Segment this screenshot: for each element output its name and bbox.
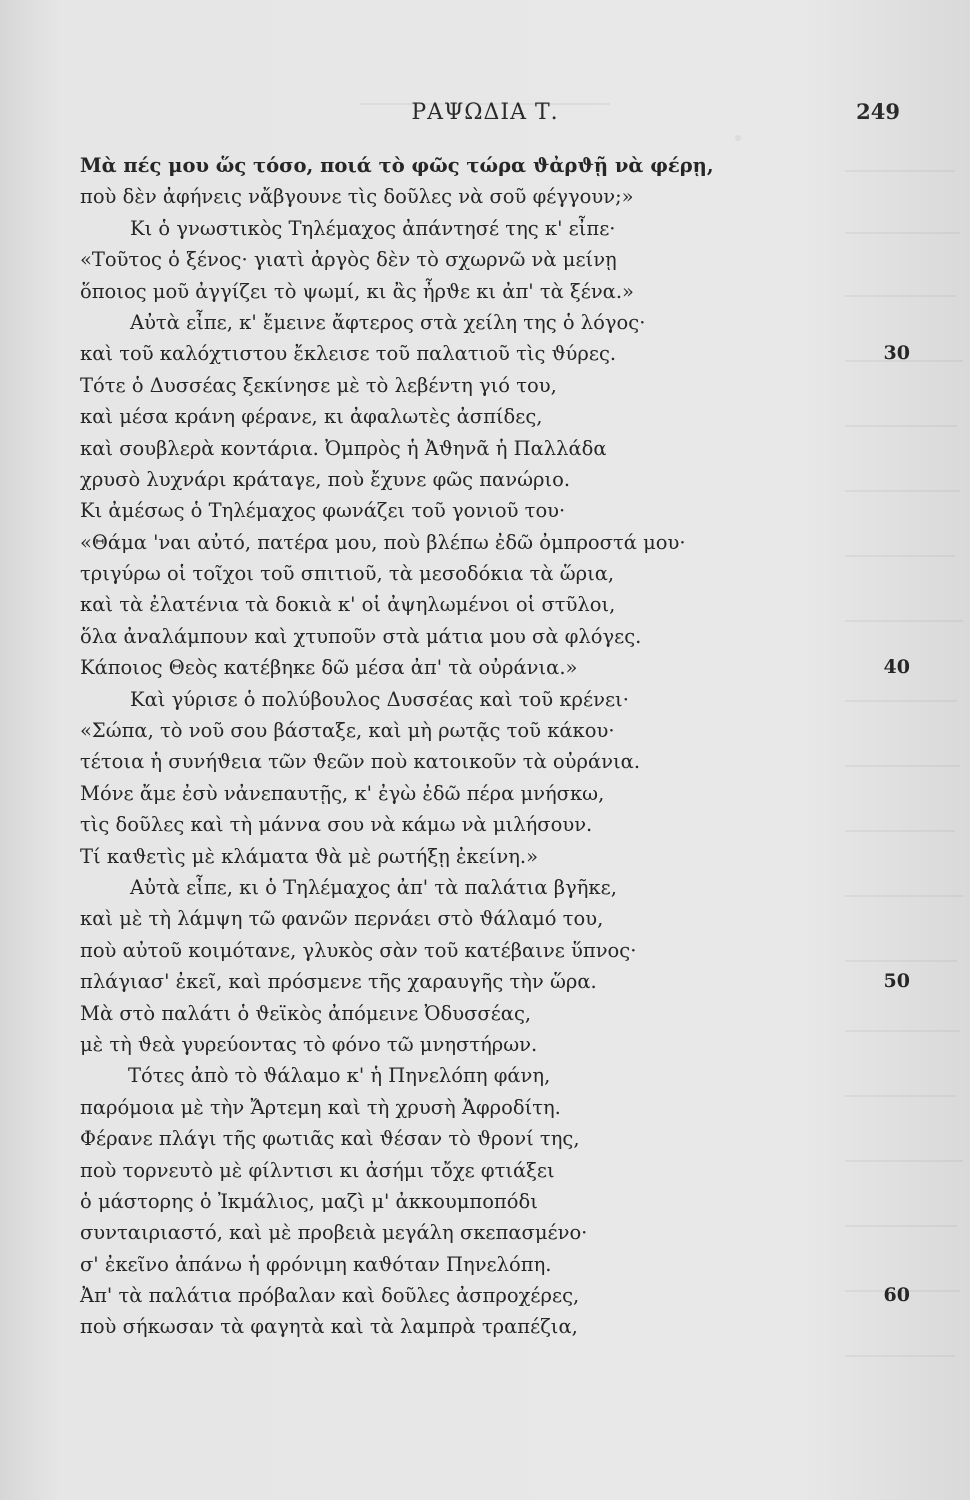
- verse-line-text: Τί καϑετὶς μὲ κλάματα ϑὰ μὲ ρωτήξῃ ἐκείνη.»: [80, 844, 539, 868]
- verse-line-text: ποὺ τορνευτὸ μὲ φίλντισι κι ἀσήμι τὄχε φτιάξει: [80, 1158, 555, 1182]
- verse-line: [80, 307, 910, 338]
- verse-line-text: ποὺ αὐτοῦ κοιμότανε, γλυκὸς σὰν τοῦ κατέβαινε ὕπνος·: [80, 938, 637, 962]
- verse-line: [80, 1280, 910, 1311]
- verse-line-text: Αὐτὰ εἶπε, κ' ἔμεινε ἄφτερος στὰ χείλη της ὁ λόγος·: [130, 310, 646, 334]
- verse-line: [80, 715, 910, 746]
- verse-line-text: Τότες ἀπὸ τὸ ϑάλαμο κ' ἡ Πηνελόπη φάνη,: [128, 1064, 551, 1088]
- verse-line-text: καὶ τοῦ καλόχτιστου ἔκλεισε τοῦ παλατιοῦ τὶς ϑύρες.: [80, 342, 617, 366]
- verse-line-text: σ' ἐκεῖνο ἀπάνω ἡ φρόνιμη καϑόταν Πηνελόπη.: [80, 1252, 552, 1276]
- verse-line-text: «Θάμα 'ναι αὐτό, πατέρα μου, ποὺ βλέπω ἐδῶ ὀμπροστά μου·: [80, 530, 686, 554]
- running-title: ΡΑΨΩΔΙΑ Τ.: [411, 100, 559, 125]
- verse-line: [80, 1060, 910, 1091]
- verse-line: [80, 1186, 910, 1217]
- verse-line: [80, 464, 910, 495]
- verse-line: [80, 1029, 910, 1060]
- verse-line: [80, 1123, 910, 1154]
- line-number: 50: [883, 970, 910, 993]
- verse-line: [80, 244, 910, 275]
- verse-line: [80, 495, 910, 526]
- verse-line-text: καὶ σουβλερὰ κοντάρια. Ὀμπρὸς ἡ Ἀϑηνᾶ ἡ Παλλάδα: [80, 436, 607, 460]
- verse-line-text: Κι ἀμέσως ὁ Τηλέμαχος φωνάζει τοῦ γονιοῦ του·: [80, 499, 566, 523]
- verse-line: [80, 966, 910, 997]
- verse-line: [80, 872, 910, 903]
- verse-line-text: Ἀπ' τὰ παλάτια πρόβαλαν καὶ δοῦλες ἀσπροχέρες,: [80, 1284, 580, 1308]
- verse-line-text: τριγύρω οἱ τοῖχοι τοῦ σπιτιοῦ, τὰ μεσοδόκια τὰ ὥρια,: [80, 562, 615, 586]
- verse-line-text: Κι ὁ γνωστικὸς Τηλέμαχος ἀπάντησέ της κ' εἶπε·: [130, 216, 616, 240]
- verse-line-text: καὶ τὰ ἐλατένια τὰ δοκιὰ κ' οἱ ἀψηλωμένοι οἱ στῦλοι,: [80, 593, 616, 617]
- verse-line: [80, 1092, 910, 1123]
- verse-line-text: τὶς δοῦλες καὶ τὴ μάννα σου νὰ κάμω νὰ μιλήσουν.: [80, 813, 593, 837]
- verse-line: [80, 213, 910, 244]
- verse-line-text: ὅποιος μοῦ ἀγγίζει τὸ ψωμί, κι ἂς ἦρϑε κι ἀπ' τὰ ξένα.»: [80, 279, 634, 303]
- verse-line-text: παρόμοια μὲ τὴν Ἄρτεμη καὶ τὴ χρυσὴ Ἀφροδίτη.: [80, 1095, 561, 1119]
- verse-line: [80, 558, 910, 589]
- verse-line: [80, 433, 910, 464]
- verse-line-text: καὶ μὲ τὴ λάμψη τῶ φανῶν περνάει στὸ ϑάλαμό του,: [80, 907, 604, 931]
- verse-line-text: καὶ μέσα κράνη φέρανε, κι ἀφαλωτὲς ἀσπίδες,: [80, 405, 543, 429]
- verse-line: [80, 401, 910, 432]
- verse-line: [80, 809, 910, 840]
- verse-line-text: Καὶ γύρισε ὁ πολύβουλος Δυσσέας καὶ τοῦ κρένει·: [130, 687, 629, 711]
- verse-line: [80, 1311, 910, 1342]
- verse-line: [80, 589, 910, 620]
- verse-line: [80, 652, 910, 683]
- verse-line-text: πλάγιασ' ἐκεῖ, καὶ πρόσμενε τῆς χαραυγῆς τὴν ὥρα.: [80, 970, 597, 994]
- verse-line: [80, 621, 910, 652]
- verse-line: [80, 150, 910, 181]
- verse-line: [80, 841, 910, 872]
- verse-line-text: Τότε ὁ Δυσσέας ξεκίνησε μὲ τὸ λεβέντη γιό του,: [80, 373, 557, 397]
- verse-line-text: Κάποιος Θεὸς κατέβηκε δῶ μέσα ἀπ' τὰ οὐράνια.»: [80, 656, 578, 680]
- verse-line: [80, 746, 910, 777]
- verse-line: [80, 338, 910, 369]
- verse-line: [80, 1155, 910, 1186]
- verse-line-text: τέτοια ἡ συνήϑεια τῶν ϑεῶν ποὺ κατοικοῦν τὰ οὐράνια.: [80, 750, 641, 774]
- verse-line: [80, 276, 910, 307]
- verse-line-text: χρυσὸ λυχνάρι κράταγε, ποὺ ἔχυνε φῶς πανώριο.: [80, 467, 571, 491]
- verse-line: [80, 998, 910, 1029]
- verse-line-text: Μὰ στὸ παλάτι ὁ ϑεϊκὸς ἀπόμεινε Ὀδυσσέας,: [80, 1001, 532, 1025]
- line-number: 60: [883, 1284, 910, 1307]
- verse-line-text: «Σώπα, τὸ νοῦ σου βάσταξε, καὶ μὴ ρωτᾷς τοῦ κάκου·: [80, 719, 615, 743]
- verse-line: [80, 778, 910, 809]
- verse-line-text: μὲ τὴ ϑεὰ γυρεύοντας τὸ φόνο τῶ μνηστήρων.: [80, 1032, 538, 1056]
- verse-line-text: Μόνε ἄμε ἐσὺ νἀνεπαυτῇς, κ' ἐγὼ ἐδῶ πέρα μνήσκω,: [80, 781, 605, 805]
- verse-line-text: Μὰ πές μου ὥς τόσο, ποιά τὸ φῶς τώρα ϑἀρϑῇ νὰ φέρῃ,: [80, 154, 714, 177]
- verse-line-text: ὅλα ἀναλάμπουν καὶ χτυποῦν στὰ μάτια μου σὰ φλόγες.: [80, 624, 642, 648]
- verse-text: [80, 150, 910, 1410]
- verse-line-text: «Τοῦτος ὁ ξένος· γιατὶ ἀργὸς δὲν τὸ σχωρνῶ νὰ μείνῃ: [80, 248, 617, 272]
- verse-line: [80, 1249, 910, 1280]
- line-number: 30: [883, 342, 910, 365]
- verse-line-text: ποὺ δὲν ἀφήνεις νἄβγουνε τὶς δοῦλες νὰ σοῦ φέγγουν;»: [80, 185, 634, 209]
- line-number: 40: [883, 656, 910, 679]
- verse-line: [80, 684, 910, 715]
- verse-line-text: Αὐτὰ εἶπε, κι ὁ Τηλέμαχος ἀπ' τὰ παλάτια βγῆκε,: [130, 875, 617, 899]
- verse-line-text: συνταιριαστό, καὶ μὲ προβειὰ μεγάλη σκεπασμένο·: [80, 1221, 588, 1245]
- verse-line: [80, 370, 910, 401]
- verse-line: [80, 935, 910, 966]
- page-number: 249: [856, 99, 900, 124]
- verse-line-text: Φέρανε πλάγι τῆς φωτιᾶς καὶ ϑέσαν τὸ ϑρονί της,: [80, 1127, 580, 1151]
- verse-line: [80, 527, 910, 558]
- verse-line: [80, 1217, 910, 1248]
- verse-line-text: ὁ μάστορης ὁ Ἰκμάλιος, μαζὶ μ' ἀκκουμποπόδι: [80, 1189, 538, 1213]
- verse-line-text: ποὺ σήκωσαν τὰ φαγητὰ καὶ τὰ λαμπρὰ τραπέζια,: [80, 1315, 578, 1339]
- verse-line: [80, 903, 910, 934]
- verse-line: [80, 181, 910, 212]
